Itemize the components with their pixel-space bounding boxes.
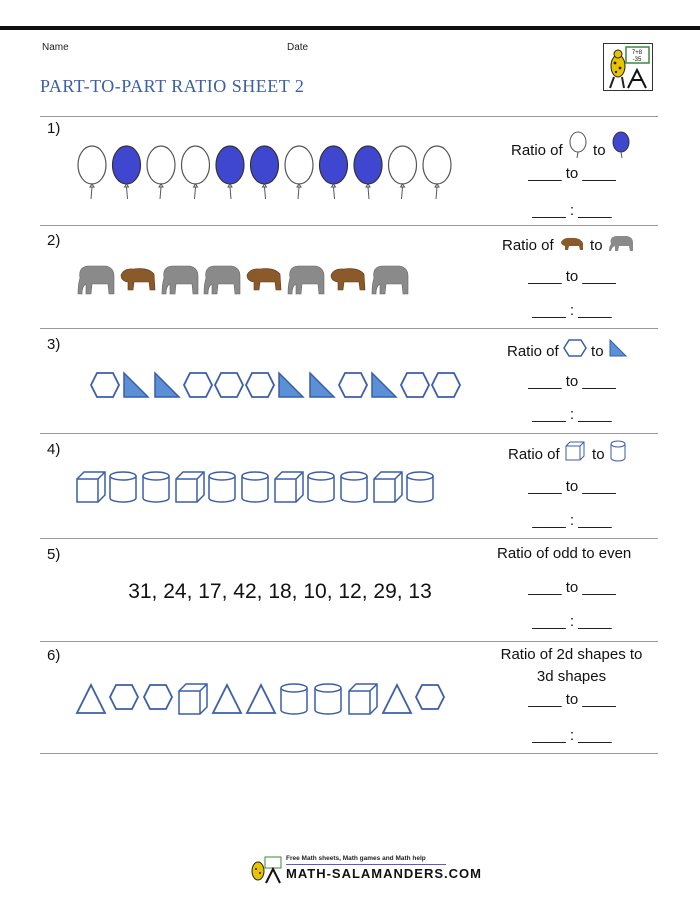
triangle-icon [155, 373, 179, 397]
ratio-label: Ratio of odd to even [497, 545, 632, 562]
white-balloon-icon [389, 146, 417, 199]
hexagon-icon [144, 685, 172, 709]
blue-balloon-icon [610, 131, 632, 159]
bear-icon [331, 269, 365, 290]
hexagon-icon [110, 685, 138, 709]
answer-blank-to[interactable]: ____ to ____ [528, 373, 616, 390]
blue-balloon-icon [354, 146, 382, 199]
question-number: 3) [47, 336, 61, 353]
white-balloon-icon [285, 146, 313, 199]
blue-balloon-icon [113, 146, 141, 199]
elephant-icon [78, 266, 114, 294]
row-divider [40, 641, 658, 642]
triangle-icon [310, 373, 334, 397]
triangle-icon [608, 338, 628, 358]
ratio-label [502, 233, 635, 254]
blue-balloon-icon [216, 146, 244, 199]
row-divider [40, 225, 658, 226]
bear-icon [121, 269, 155, 290]
hexagon-icon [246, 373, 274, 397]
number-list: 31, 24, 17, 42, 18, 10, 12, 29, 13 [128, 580, 432, 603]
footer-underline [286, 864, 446, 865]
cylinder-icon [209, 472, 235, 502]
logo-line2: -35 [632, 57, 642, 63]
white-balloon-icon [147, 146, 175, 199]
ratio-to: to [590, 237, 603, 254]
cylinder-icon [242, 472, 268, 502]
outline-triangle-icon [383, 685, 411, 713]
ratio-label-line1: Ratio of 2d shapes to [500, 646, 643, 663]
cube-icon [374, 472, 402, 502]
outline-triangle-icon [247, 685, 275, 713]
cube-icon [564, 440, 588, 462]
cylinder-icon [110, 472, 136, 502]
page-title: PART-TO-PART RATIO SHEET 2 [40, 76, 305, 96]
row-divider [40, 116, 658, 117]
cylinder-icon [407, 472, 433, 502]
triangle-icon [372, 373, 396, 397]
cube-icon [349, 684, 377, 714]
top-border [0, 26, 700, 30]
ratio-prefix: Ratio of [508, 446, 560, 463]
animal-row [76, 262, 436, 298]
answer-blank-to[interactable]: ____ to ____ [528, 165, 616, 182]
elephant-icon [607, 233, 635, 253]
answer-blank-colon[interactable]: ____ : ____ [532, 406, 612, 423]
ratio-prefix: Ratio of [511, 142, 563, 159]
question-number: 5) [47, 546, 61, 563]
triangle-icon [279, 373, 303, 397]
question-number: 1) [47, 120, 61, 137]
cylinder-icon [281, 684, 307, 714]
row-divider [40, 538, 658, 539]
ratio-to: to [593, 142, 606, 159]
outline-triangle-icon [213, 685, 241, 713]
ratio-to: to [591, 343, 604, 360]
ratio-prefix: Ratio of [507, 343, 559, 360]
cylinder-icon [308, 472, 334, 502]
ratio-label [508, 440, 627, 463]
blue-balloon-icon [251, 146, 279, 199]
ratio-label-line2: 3d shapes [536, 668, 607, 685]
answer-blank-to[interactable]: ____ to ____ [528, 268, 616, 285]
name-label: Name [42, 42, 69, 53]
triangle-icon [124, 373, 148, 397]
row-divider [40, 328, 658, 329]
balloon-row [76, 143, 456, 203]
cylinder-icon [341, 472, 367, 502]
ratio-label [507, 338, 628, 360]
hexagon-icon [184, 373, 212, 397]
elephant-icon [372, 266, 408, 294]
logo-line1: 7+8 [631, 50, 643, 56]
footer-tagline: Free Math sheets, Math games and Math help [286, 855, 426, 862]
question-number: 6) [47, 647, 61, 664]
question-number: 2) [47, 232, 61, 249]
solid-row [75, 470, 445, 506]
hexagon-icon [339, 373, 367, 397]
salamander-footer-icon [248, 855, 284, 885]
hexagon-icon [401, 373, 429, 397]
footer-site-link[interactable]: MATH-SALAMANDERS.COM [286, 866, 482, 881]
answer-blank-colon[interactable]: ____ : ____ [532, 727, 612, 744]
outline-triangle-icon [77, 685, 105, 713]
white-balloon-icon [567, 131, 589, 159]
row-divider [40, 753, 658, 754]
answer-blank-colon[interactable]: ____ : ____ [532, 613, 612, 630]
salamander-logo [603, 43, 653, 91]
date-label: Date [287, 42, 309, 53]
cube-icon [275, 472, 303, 502]
answer-blank-to[interactable]: ____ to ____ [528, 579, 616, 596]
bear-icon [247, 269, 281, 290]
ratio-prefix: Ratio of [502, 237, 554, 254]
answer-blank-to[interactable]: ____ to ____ [528, 691, 616, 708]
cube-icon [176, 472, 204, 502]
row-divider [40, 433, 658, 434]
cube-icon [179, 684, 207, 714]
cylinder-icon [609, 440, 627, 462]
cylinder-icon [143, 472, 169, 502]
elephant-icon [288, 266, 324, 294]
hexagon-icon [215, 373, 243, 397]
hexagon-icon [91, 373, 119, 397]
footer-brand [248, 855, 482, 885]
answer-blank-colon[interactable]: ____ : ____ [532, 302, 612, 319]
elephant-icon [162, 266, 198, 294]
hexagon-icon [563, 338, 587, 358]
hexagon-icon [432, 373, 460, 397]
bear-icon [558, 235, 586, 253]
white-balloon-icon [423, 146, 451, 199]
ratio-label [511, 131, 632, 159]
answer-blank-colon[interactable]: ____ : ____ [532, 202, 612, 219]
elephant-icon [204, 266, 240, 294]
mixed-shape-row [75, 682, 455, 718]
blue-balloon-icon [320, 146, 348, 199]
cube-icon [77, 472, 105, 502]
cylinder-icon [315, 684, 341, 714]
answer-blank-colon[interactable]: ____ : ____ [532, 512, 612, 529]
shape-row [90, 370, 470, 400]
white-balloon-icon [182, 146, 210, 199]
hexagon-icon [416, 685, 444, 709]
question-number: 4) [47, 441, 61, 458]
ratio-to: to [592, 446, 605, 463]
answer-blank-to[interactable]: ____ to ____ [528, 478, 616, 495]
white-balloon-icon [78, 146, 106, 199]
